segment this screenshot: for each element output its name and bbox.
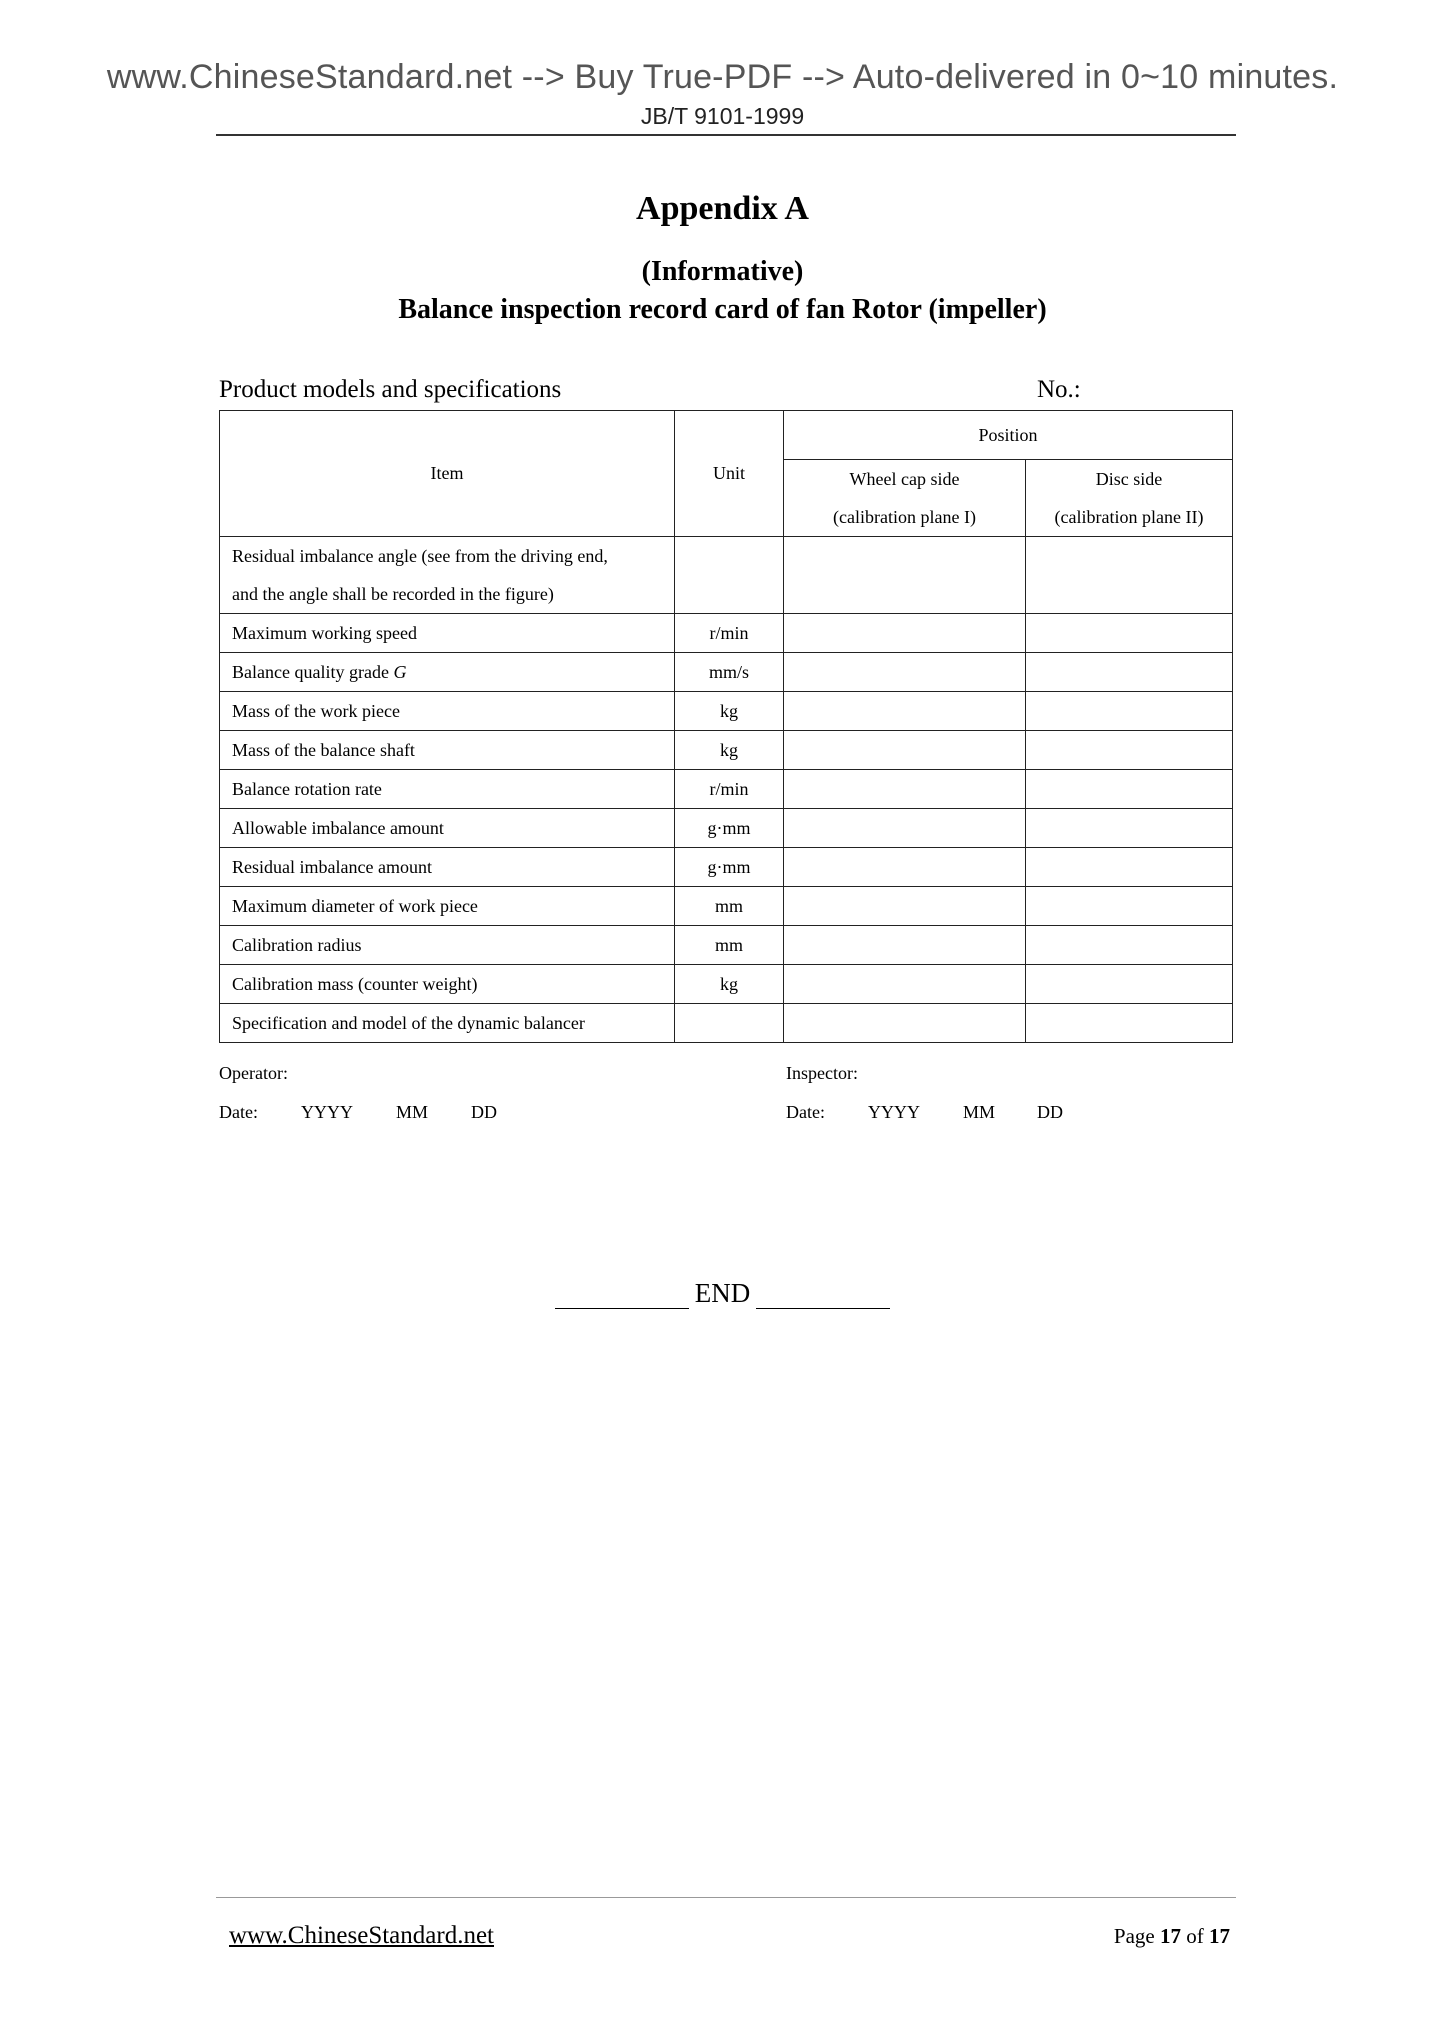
item-line: Residual imbalance angle (see from the driving end, xyxy=(232,546,608,566)
table-row xyxy=(220,887,1233,926)
item-cell: Maximum diameter of work piece xyxy=(220,887,675,926)
table-row xyxy=(220,848,1233,887)
end-label: END xyxy=(694,1278,751,1308)
position-column-header: Position xyxy=(784,411,1233,460)
page-total: 17 xyxy=(1209,1924,1230,1948)
inspector-label: Inspector: xyxy=(786,1063,858,1083)
wheel-cap-value-cell[interactable] xyxy=(784,1004,1026,1043)
page-of: of xyxy=(1186,1924,1204,1948)
wheel-cap-value-cell[interactable] xyxy=(784,770,1026,809)
wheel-cap-value-cell[interactable] xyxy=(784,614,1026,653)
informative-label: (Informative) xyxy=(641,256,804,287)
disc-value-cell[interactable] xyxy=(1026,653,1233,692)
item-cell: Calibration mass (counter weight) xyxy=(220,965,675,1004)
footer-rule xyxy=(216,1897,1236,1898)
operator-date-month: MM xyxy=(396,1102,429,1122)
disc-value-cell[interactable] xyxy=(1026,731,1233,770)
disc-plane-label: (calibration plane II) xyxy=(1054,507,1204,527)
table-row xyxy=(220,731,1233,770)
disc-value-cell[interactable] xyxy=(1026,848,1233,887)
page-current: 17 xyxy=(1160,1924,1181,1948)
item-symbol: G xyxy=(393,661,407,682)
item-cell xyxy=(220,653,675,692)
disc-value-cell[interactable] xyxy=(1026,537,1233,614)
standard-code: JB/T 9101-1999 xyxy=(640,103,805,129)
product-models-label: Product models and specifications xyxy=(219,376,562,403)
table-row xyxy=(220,1004,1233,1043)
number-label: No.: xyxy=(1037,376,1081,403)
wheel-cap-value-cell[interactable] xyxy=(784,692,1026,731)
inspector-date-day: DD xyxy=(1037,1102,1063,1122)
item-line: and the angle shall be recorded in the figure) xyxy=(232,584,554,604)
item-cell: Calibration radius xyxy=(220,926,675,965)
end-right-rule xyxy=(756,1282,890,1309)
appendix-title: Appendix A xyxy=(636,190,809,227)
end-left-rule xyxy=(555,1282,689,1309)
footer-site-link[interactable]: www.ChineseStandard.net xyxy=(229,1922,494,1949)
disc-value-cell[interactable] xyxy=(1026,809,1233,848)
inspector-date-year: YYYY xyxy=(868,1102,920,1122)
table-row xyxy=(220,692,1233,731)
unit-cell: mm xyxy=(675,887,784,926)
card-title: Balance inspection record card of fan Rotor (impeller) xyxy=(398,294,1047,325)
operator-date-day: DD xyxy=(471,1102,497,1122)
item-cell: Mass of the balance shaft xyxy=(220,731,675,770)
wheel-cap-value-cell[interactable] xyxy=(784,926,1026,965)
wheel-cap-value-cell[interactable] xyxy=(784,887,1026,926)
table-row xyxy=(220,926,1233,965)
unit-cell: kg xyxy=(675,692,784,731)
table-row xyxy=(220,614,1233,653)
wheel-cap-value-cell[interactable] xyxy=(784,965,1026,1004)
wheel-cap-value-cell[interactable] xyxy=(784,731,1026,770)
disc-value-cell[interactable] xyxy=(1026,887,1233,926)
unit-cell: mm/s xyxy=(675,653,784,692)
unit-cell: kg xyxy=(675,965,784,1004)
wheel-cap-value-cell[interactable] xyxy=(784,809,1026,848)
operator-date-year: YYYY xyxy=(301,1102,353,1122)
item-cell: Specification and model of the dynamic balancer xyxy=(220,1004,675,1043)
disc-value-cell[interactable] xyxy=(1026,926,1233,965)
disc-value-cell[interactable] xyxy=(1026,965,1233,1004)
table-row xyxy=(220,653,1233,692)
end-marker xyxy=(0,1278,1445,1309)
unit-cell xyxy=(675,537,784,614)
disc-value-cell[interactable] xyxy=(1026,1004,1233,1043)
inspector-date-month: MM xyxy=(963,1102,996,1122)
page-number xyxy=(1030,1924,1230,1949)
unit-cell: g·mm xyxy=(675,848,784,887)
operator-label: Operator: xyxy=(219,1063,288,1083)
unit-cell: r/min xyxy=(675,614,784,653)
item-cell: Residual imbalance amount xyxy=(220,848,675,887)
header-rule xyxy=(216,134,1236,136)
item-column-header: Item xyxy=(220,411,675,537)
unit-cell: mm xyxy=(675,926,784,965)
wheel-cap-side-label: Wheel cap side xyxy=(849,469,960,489)
item-text: Balance quality grade xyxy=(232,661,389,682)
disc-side-label: Disc side xyxy=(1095,469,1163,489)
wheel-cap-side-header xyxy=(784,460,1026,537)
unit-cell: g·mm xyxy=(675,809,784,848)
record-table xyxy=(219,410,1233,1043)
unit-cell: kg xyxy=(675,731,784,770)
unit-column-header: Unit xyxy=(675,411,784,537)
page-prefix: Page xyxy=(1113,1924,1155,1948)
item-cell: Mass of the work piece xyxy=(220,692,675,731)
table-row xyxy=(220,809,1233,848)
unit-cell xyxy=(675,1004,784,1043)
item-cell: Balance rotation rate xyxy=(220,770,675,809)
item-cell: Allowable imbalance amount xyxy=(220,809,675,848)
table-header-row xyxy=(220,411,1233,460)
item-cell: Maximum working speed xyxy=(220,614,675,653)
table-row xyxy=(220,770,1233,809)
item-cell xyxy=(220,537,675,614)
wheel-cap-value-cell[interactable] xyxy=(784,653,1026,692)
wheel-cap-value-cell[interactable] xyxy=(784,848,1026,887)
operator-date-label: Date: xyxy=(219,1102,258,1122)
table-row xyxy=(220,965,1233,1004)
top-banner: www.ChineseStandard.net --> Buy True-PDF --> Auto-delivered in 0~10 minutes. xyxy=(106,58,1339,96)
inspector-date-label: Date: xyxy=(786,1102,825,1122)
disc-side-header xyxy=(1026,460,1233,537)
wheel-cap-value-cell[interactable] xyxy=(784,537,1026,614)
disc-value-cell[interactable] xyxy=(1026,614,1233,653)
unit-cell: r/min xyxy=(675,770,784,809)
table-row xyxy=(220,537,1233,614)
wheel-cap-plane-label: (calibration plane I) xyxy=(833,507,976,527)
disc-value-cell[interactable] xyxy=(1026,692,1233,731)
disc-value-cell[interactable] xyxy=(1026,770,1233,809)
